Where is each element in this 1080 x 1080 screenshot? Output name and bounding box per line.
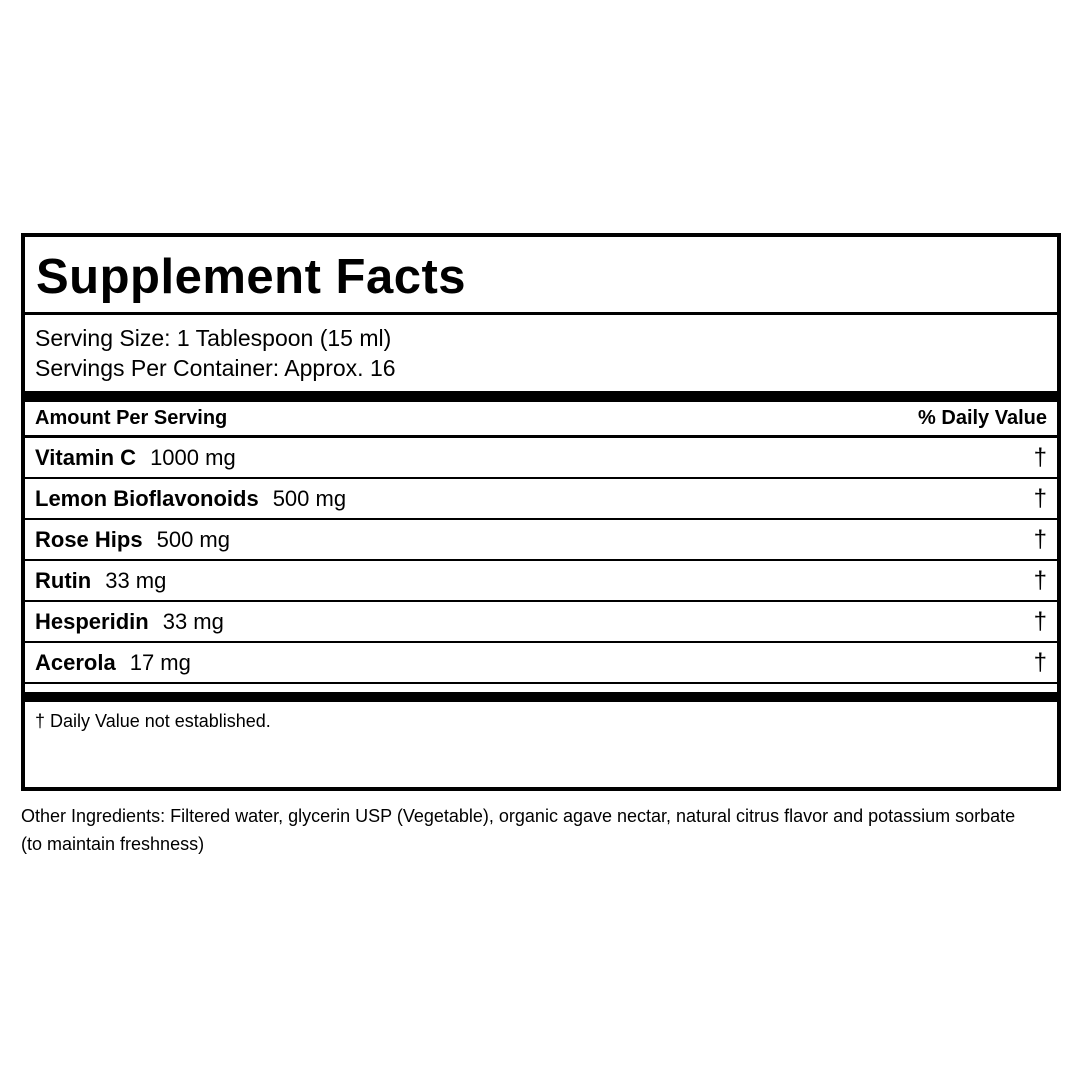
daily-value-dagger: † (1033, 566, 1047, 594)
amount-per-serving-header: Amount Per Serving (35, 407, 228, 429)
thick-divider (25, 684, 1057, 702)
nutrient-name: Rose Hips (35, 526, 143, 552)
nutrient-name: Lemon Bioflavonoids (35, 485, 259, 511)
daily-value-dagger: † (1033, 443, 1047, 471)
nutrient-amount: 500 mg (156, 526, 230, 552)
nutrient-amount: 1000 mg (150, 444, 236, 470)
serving-size: Serving Size: 1 Tablespoon (15 ml) (35, 325, 392, 351)
column-header-row (25, 401, 1057, 438)
serving-info (25, 315, 1057, 401)
other-ingredients: Other Ingredients: Filtered water, glycerin USP (Vegetable), organic agave nectar, natural citrus flavor and potassium sorbate (to maintain freshness) (21, 806, 1016, 854)
nutrient-row-rose-hips (25, 520, 1057, 561)
footnote: † Daily Value not established. (35, 711, 271, 731)
nutrient-amount: 33 mg (162, 608, 224, 634)
nutrient-name: Acerola (35, 649, 116, 675)
nutrient-name: Rutin (35, 567, 92, 593)
daily-value-dagger: † (1033, 525, 1047, 553)
nutrient-name: Hesperidin (35, 608, 149, 634)
nutrient-row-vitamin-c (25, 438, 1057, 479)
panel-title: Supplement Facts (25, 237, 1057, 315)
nutrient-amount: 17 mg (129, 649, 191, 675)
nutrient-name: Vitamin C (35, 444, 137, 470)
daily-value-dagger: † (1033, 484, 1047, 512)
daily-value-dagger: † (1033, 648, 1047, 676)
nutrient-amount: 500 mg (272, 485, 347, 511)
supplement-facts-panel (21, 233, 1061, 791)
nutrient-row-hesperidin (25, 602, 1057, 643)
daily-value-header: % Daily Value (918, 407, 1047, 429)
daily-value-dagger: † (1033, 607, 1047, 635)
nutrient-row-acerola (25, 643, 1057, 684)
servings-per-container: Servings Per Container: Approx. 16 (35, 355, 396, 381)
nutrient-amount: 33 mg (105, 567, 167, 593)
nutrient-row-rutin (25, 561, 1057, 602)
nutrient-row-lemon-bioflavonoids (25, 479, 1057, 520)
